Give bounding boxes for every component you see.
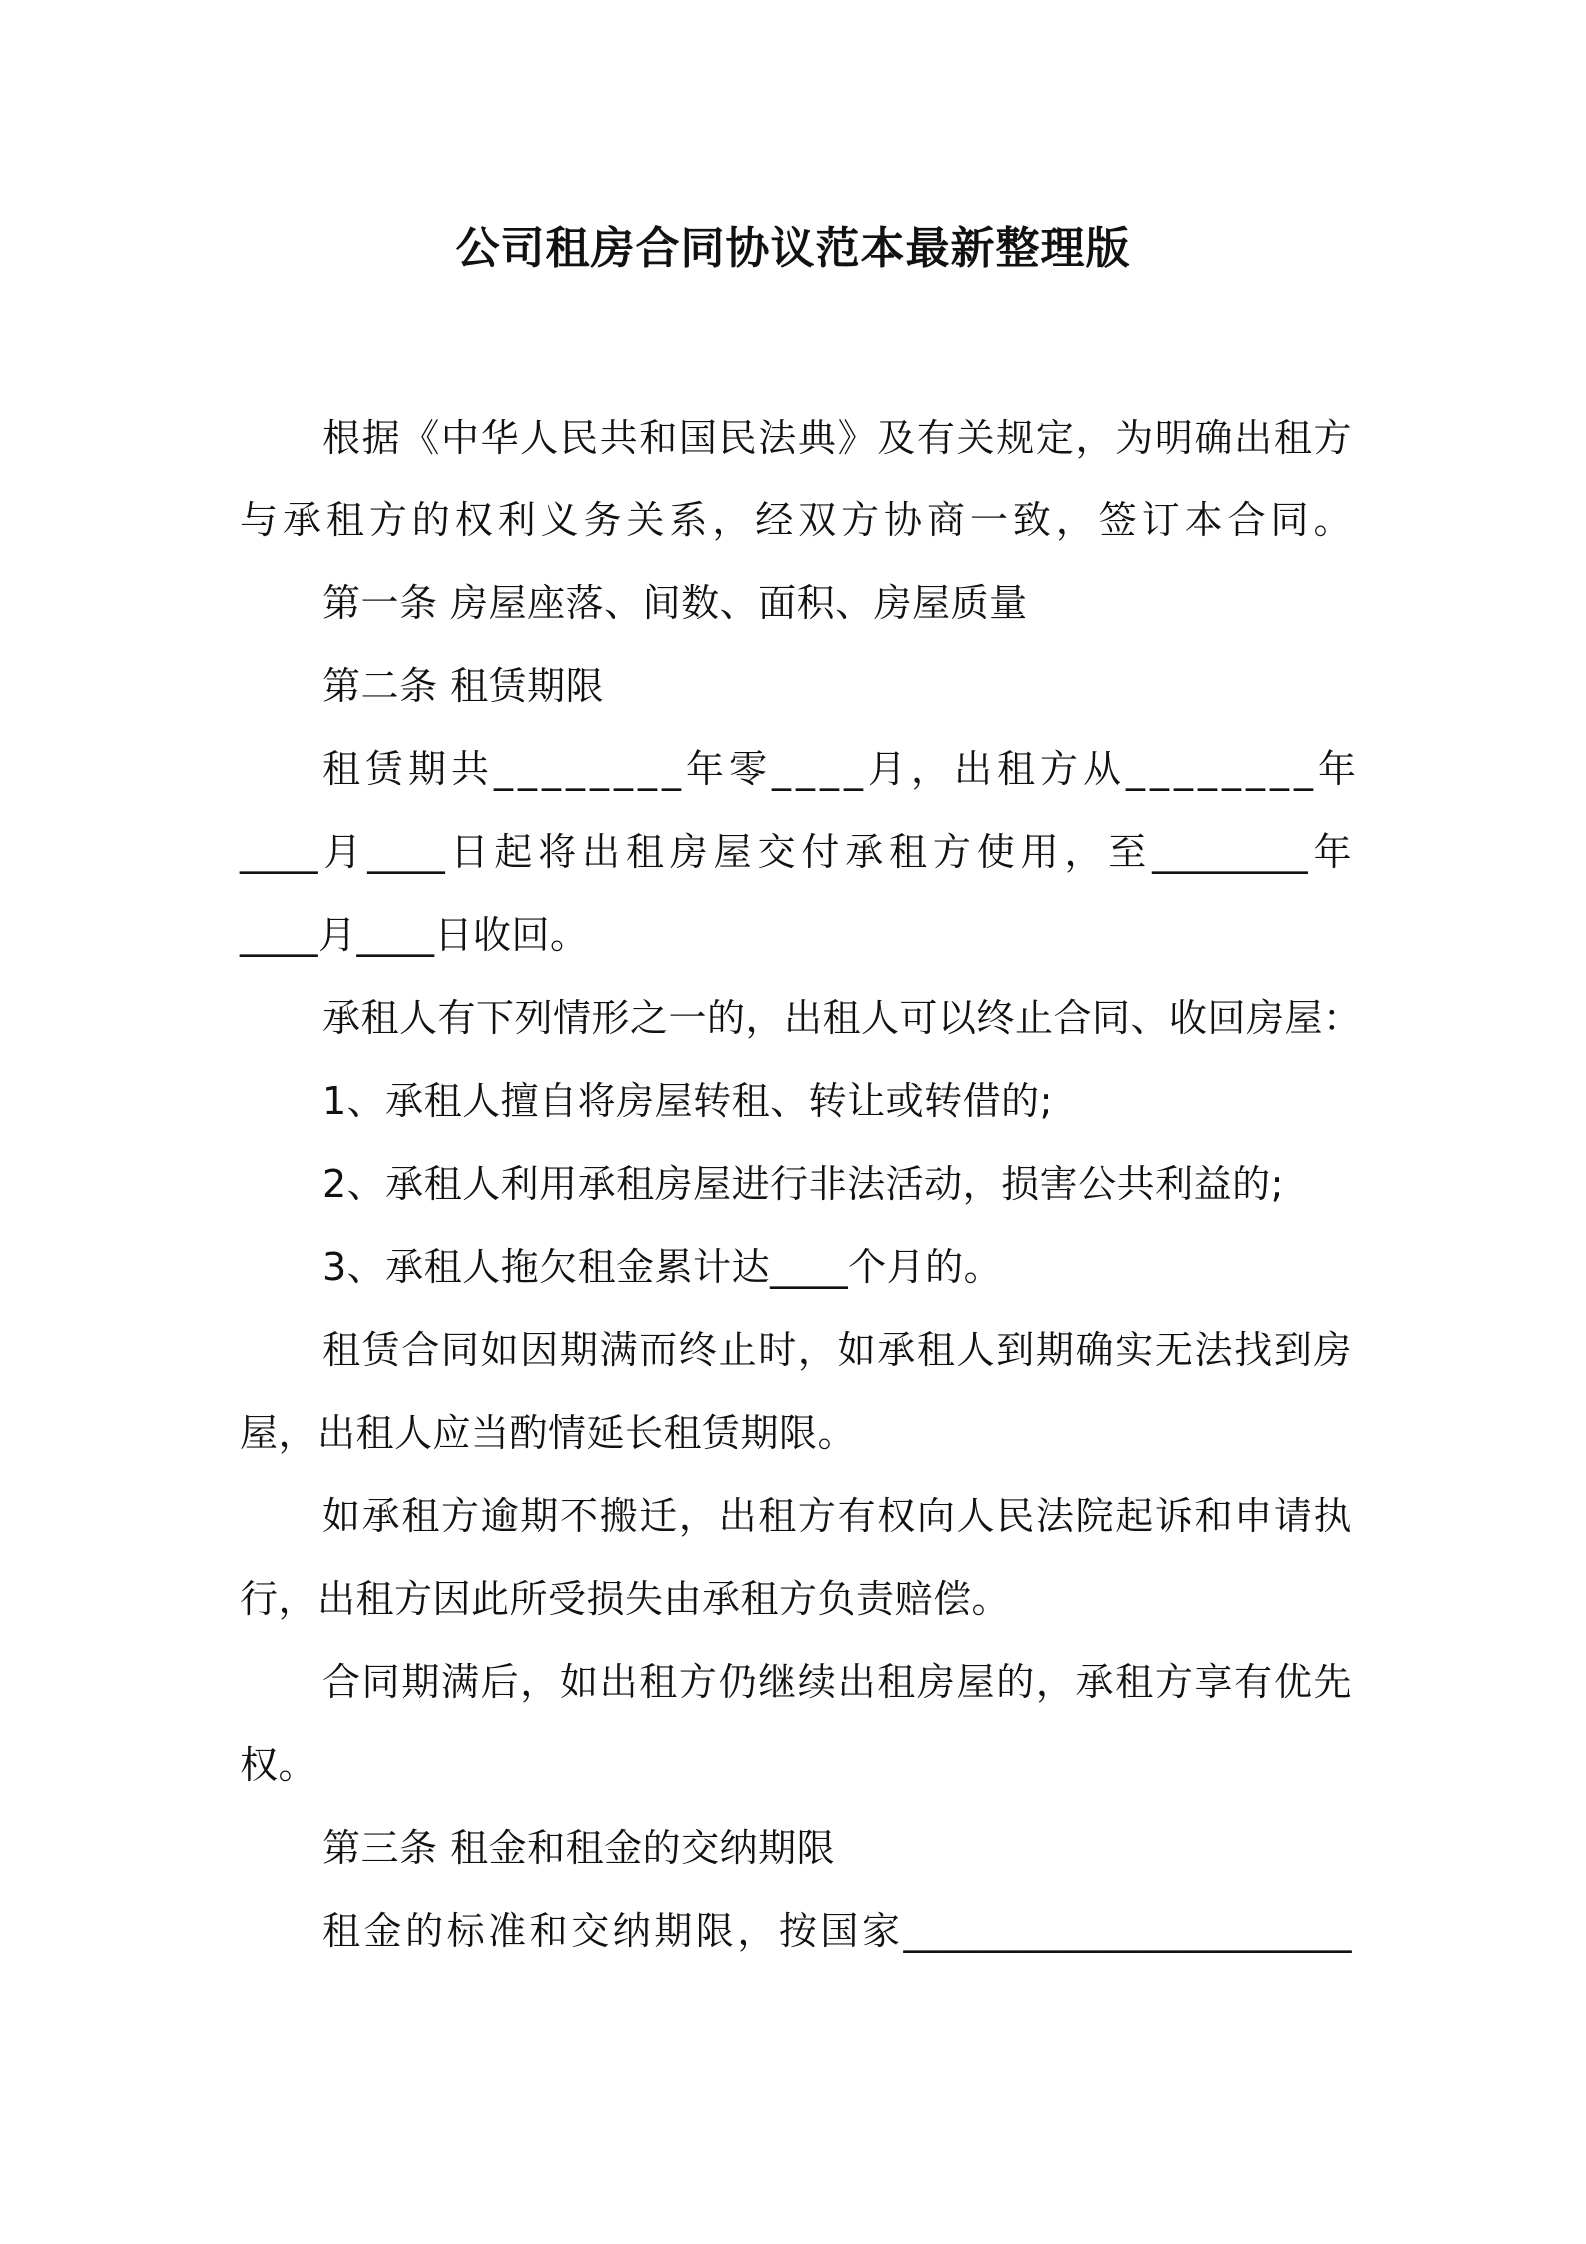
article-3-heading: 第三条 租金和租金的交纳期限	[322, 1826, 836, 1870]
expiry-paragraph-line-2: 屋，出租人应当酌情延长租赁期限。	[240, 1411, 857, 1455]
document-title: 公司租房合同协议范本最新整理版	[455, 223, 1131, 274]
lease-term-line-2: ____月____日起将出租房屋交付承租方使用，至________年	[240, 830, 1352, 874]
paragraph-line-2: 与承租方的权利义务关系，经双方协商一致，签订本合同。	[240, 498, 1352, 542]
priority-paragraph-line-2: 权。	[240, 1743, 318, 1787]
termination-item-3: 3、承租人拖欠租金累计达____个月的。	[322, 1245, 1003, 1289]
lease-term-line-1: 租赁期共________年零____月，出租方从________年	[322, 747, 1362, 791]
termination-intro: 承租人有下列情形之一的，出租人可以终止合同、收回房屋：	[322, 996, 1362, 1040]
rent-standard-line: 租金的标准和交纳期限，按国家_______________________	[322, 1909, 1352, 1953]
termination-item-1: 1、承租人擅自将房屋转租、转让或转借的;	[322, 1079, 1053, 1123]
overdue-paragraph-line-1: 如承租方逾期不搬迁，出租方有权向人民法院起诉和申请执	[322, 1494, 1352, 1538]
expiry-paragraph-line-1: 租赁合同如因期满而终止时，如承租人到期确实无法找到房	[322, 1328, 1352, 1372]
paragraph-line-1: 根据《中华人民共和国民法典》及有关规定，为明确出租方	[322, 416, 1352, 460]
priority-paragraph-line-1: 合同期满后，如出租方仍继续出租房屋的，承租方享有优先	[322, 1660, 1352, 1704]
termination-item-2: 2、承租人利用承租房屋进行非法活动，损害公共利益的;	[322, 1162, 1284, 1206]
article-2-heading: 第二条 租赁期限	[322, 664, 605, 708]
overdue-paragraph-line-2: 行，出租方因此所受损失由承租方负责赔偿。	[240, 1577, 1011, 1621]
article-1-heading: 第一条 房屋座落、间数、面积、房屋质量	[322, 581, 1028, 625]
lease-term-line-3: ____月____日收回。	[240, 913, 589, 957]
